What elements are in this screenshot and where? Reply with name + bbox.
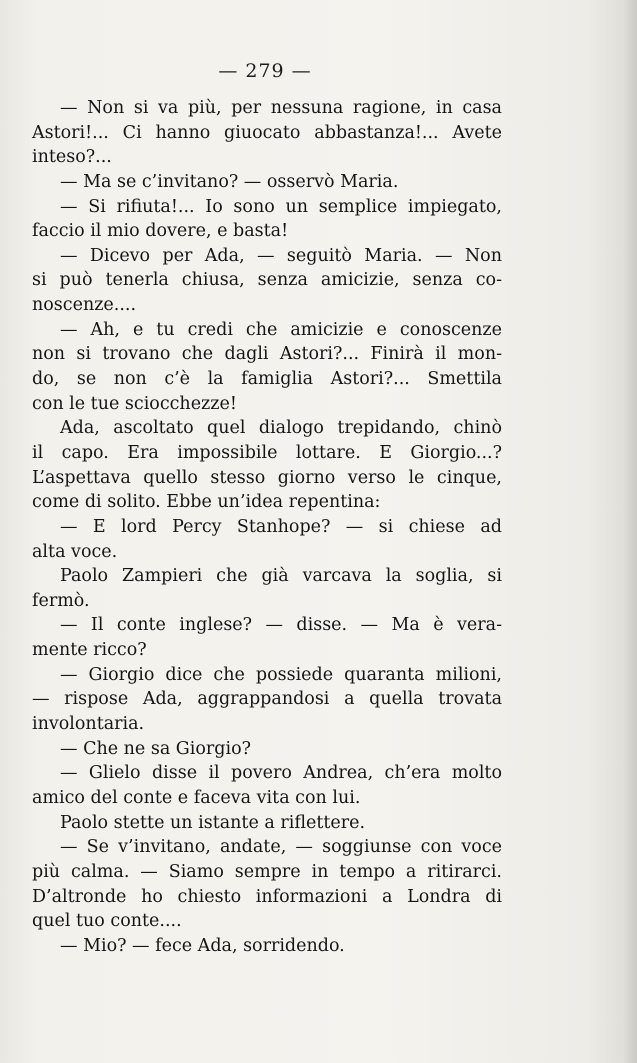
text-line: involontaria. bbox=[32, 714, 145, 735]
text-line: noscenze.... bbox=[32, 295, 137, 316]
text-line: Astori!... Ci hanno giuocato abbastanza!... Avete bbox=[32, 122, 502, 143]
text-line: — Se v’invitano, andate, — soggiunse con voce bbox=[60, 837, 502, 858]
text-line: faccio il mio dovere, e basta! bbox=[32, 221, 289, 242]
page-edge-shadow bbox=[623, 0, 637, 1063]
text-line: Paolo stette un istante a riflettere. bbox=[60, 812, 366, 833]
text-line: D’altronde ho chiesto informazioni a Londra di bbox=[32, 886, 502, 907]
text-line: — Giorgio dice che possiede quaranta milioni, bbox=[60, 664, 502, 685]
text-line: fermò. bbox=[32, 590, 90, 611]
text-line: Ada, ascoltato quel dialogo trepidando, chinò bbox=[60, 418, 502, 439]
text-line: come di solito. Ebbe un’idea repentina: bbox=[32, 492, 381, 513]
text-line: — Dicevo per Ada, — seguitò Maria. — Non bbox=[60, 245, 502, 266]
text-line: amico del conte e faceva vita con lui. bbox=[32, 787, 361, 808]
text-line: non si trovano che dagli Astori?... Finirà il mon- bbox=[32, 344, 502, 365]
text-line: il capo. Era impossibile lottare. E Giorgio...? bbox=[32, 442, 502, 463]
text-line: — Che ne sa Giorgio? bbox=[60, 738, 252, 759]
text-line: — rispose Ada, aggrappandosi a quella trovata bbox=[32, 689, 502, 710]
text-line: L’aspettava quello stesso giorno verso le cinque, bbox=[32, 467, 502, 488]
text-line: — Il conte inglese? — disse. — Ma è vera- bbox=[60, 615, 502, 636]
text-line: — E lord Percy Stanhope? — si chiese ad bbox=[60, 516, 502, 537]
text-line: — Ah, e tu credi che amicizie e conoscenze bbox=[60, 319, 502, 340]
text-line: alta voce. bbox=[32, 541, 118, 562]
page-number: — 279 — bbox=[218, 60, 312, 82]
text-line: — Mio? — fece Ada, sorridendo. bbox=[60, 935, 345, 956]
text-line: più calma. — Siamo sempre in tempo a ritirarci. bbox=[32, 861, 502, 882]
body-text bbox=[32, 96, 502, 958]
text-line: inteso?... bbox=[32, 147, 112, 168]
text-line: con le tue sciocchezze! bbox=[32, 393, 237, 414]
text-line: — Si rifiuta!... Io sono un semplice impiegato, bbox=[60, 196, 502, 217]
text-line: — Ma se c’invitano? — osservò Maria. bbox=[60, 171, 399, 192]
text-line: mente ricco? bbox=[32, 640, 147, 661]
text-line: quel tuo conte.... bbox=[32, 911, 182, 932]
text-line: — Glielo disse il povero Andrea, ch’era molto bbox=[60, 763, 502, 784]
text-line: Paolo Zampieri che già varcava la soglia, si bbox=[60, 566, 502, 587]
text-line: do, se non c’è la famiglia Astori?... Smettila bbox=[32, 369, 502, 390]
text-line: si può tenerla chiusa, senza amicizie, senza co- bbox=[32, 270, 502, 291]
text-line: — Non si va più, per nessuna ragione, in casa bbox=[60, 98, 502, 118]
